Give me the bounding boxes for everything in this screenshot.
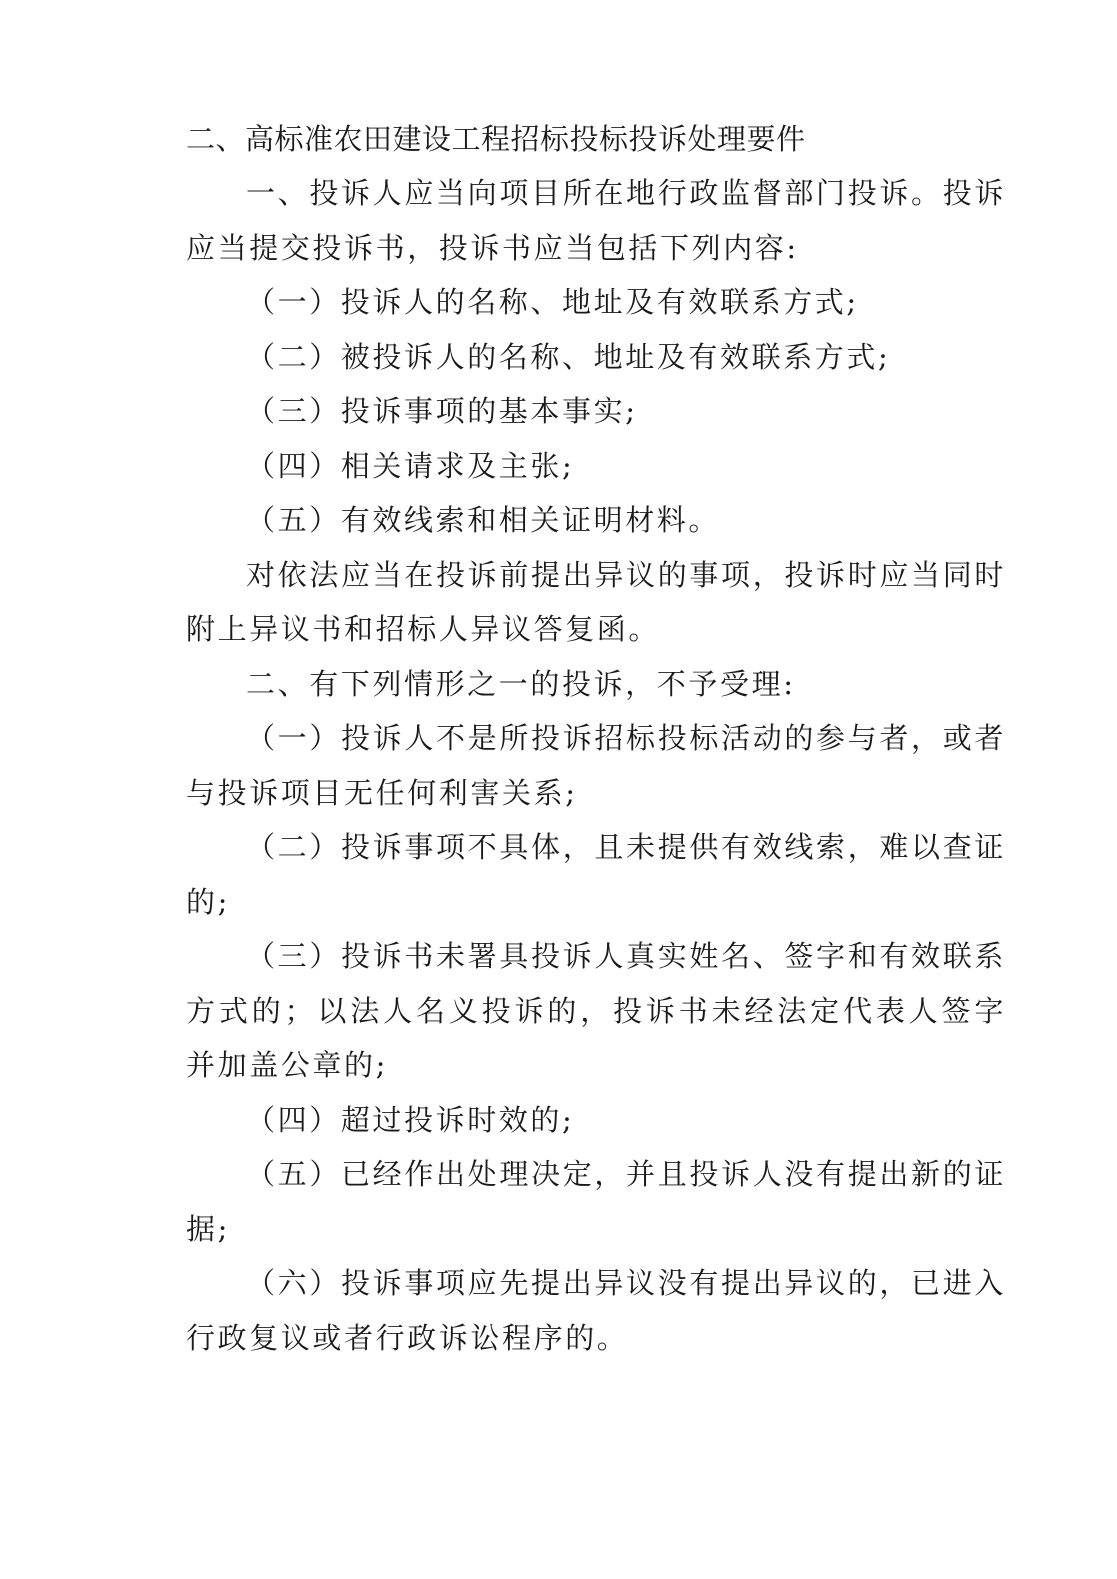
paragraph-complaint-submission: 一、投诉人应当向项目所在地行政监督部门投诉。投诉应当提交投诉书，投诉书应当包括下列内容: xyxy=(186,176,1006,265)
paragraph-not-accepted: 二、有下列情形之一的投诉，不予受理: xyxy=(246,666,796,701)
document-heading: 二、高标准农田建设工程招标投标投诉处理要件 xyxy=(186,122,806,156)
list-item-content-5: （五）有效线索和相关证明材料。 xyxy=(246,503,721,537)
paragraph-objection-attachment: 对依法应当在投诉前提出异议的事项，投诉时应当同时附上异议书和招标人异议答复函。 xyxy=(186,557,1006,646)
list-item-content-2: （二）被投诉人的名称、地址及有效联系方式; xyxy=(246,339,891,374)
list-item-rejection-5: （五）已经作出处理决定，并且投诉人没有提出新的证据; xyxy=(186,1157,1006,1246)
list-item-rejection-6: （六）投诉事项应先提出异议没有提出异议的，已进入行政复议或者行政诉讼程序的。 xyxy=(186,1266,1006,1355)
list-item-rejection-1: （一）投诉人不是所投诉招标投标活动的参与者，或者与投诉项目无任何利害关系; xyxy=(186,721,1006,810)
list-item-content-1: （一）投诉人的名称、地址及有效联系方式; xyxy=(246,285,859,319)
list-item-rejection-4: （四）超过投诉时效的; xyxy=(246,1102,575,1137)
list-item-rejection-3: （三）投诉书未署具投诉人真实姓名、签字和有效联系方式的；以法人名义投诉的，投诉书未经法定代表人签字并加盖公章的; xyxy=(186,939,1006,1082)
list-item-content-3: （三）投诉事项的基本事实; xyxy=(246,394,638,428)
list-item-rejection-2: （二）投诉事项不具体，且未提供有效线索，难以查证的; xyxy=(186,830,1006,919)
document-body xyxy=(186,112,1006,1365)
list-item-content-4: （四）相关请求及主张; xyxy=(246,448,575,483)
